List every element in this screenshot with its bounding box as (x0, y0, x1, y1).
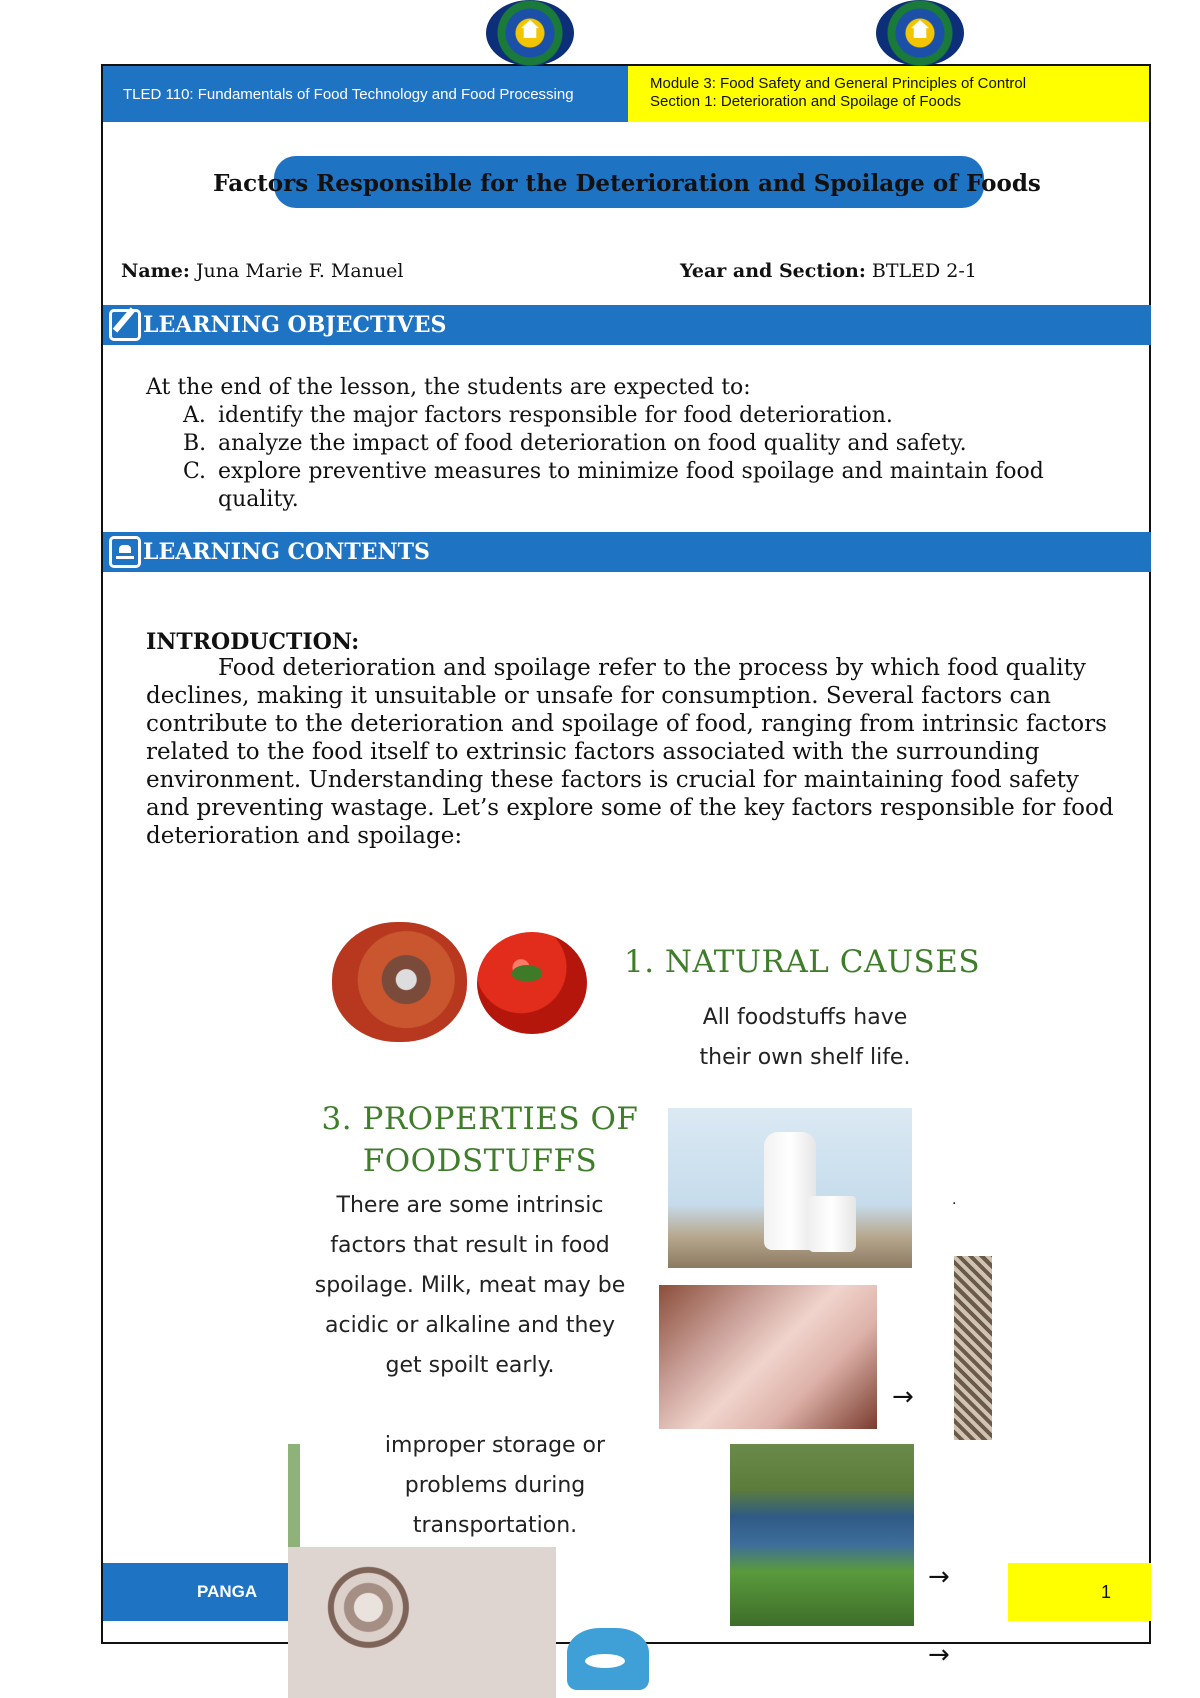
pencil-icon (109, 309, 141, 341)
objective-item: B. analyze the impact of food deterioration on food quality and safety. (183, 431, 967, 456)
footer-page-bar (1005, 1563, 1151, 1621)
rotten-tomato-image (332, 922, 467, 1042)
arrow-icon: → (928, 1640, 950, 1670)
college-seal-icon (876, 0, 964, 66)
course-header (103, 66, 628, 122)
objective-item: C. explore preventive measures to minimize food spoilage and maintain food quality. (183, 459, 1044, 512)
objectives-intro: At the end of the lesson, the students are expected to: (146, 375, 751, 400)
name-label: Name: (121, 260, 190, 282)
module-header (628, 66, 1149, 122)
objectives-heading: LEARNING OBJECTIVES (143, 312, 447, 338)
objectives-list (146, 402, 1106, 514)
green-strip (288, 1444, 300, 1554)
year-value: BTLED 2-1 (871, 260, 977, 282)
properties-heading: 3. PROPERTIES OF FOODSTUFFS (321, 1101, 639, 1179)
natural-causes-text: All foodstuffs have their own shelf life. (699, 1005, 911, 1070)
course-title: TLED 110: Fundamentals of Food Technology and Food Processing (123, 85, 574, 103)
university-seal-icon (486, 0, 574, 66)
objectives-bar (103, 305, 1151, 345)
contents-heading: LEARNING CONTENTS (143, 539, 430, 565)
intro-paragraph: Food deterioration and spoilage refer to the process by which food quality declines, making it unsuitable or unsafe for consumption. Several factors can contribute to the deterioration and spoilage of food, ranging from intrinsic factors related to the food itself to extrinsic factors associated with the surrounding environment. Understanding these factors is crucial for maintaining food safety and preventing wastage. Let’s explore some of the key factors responsible for food deterioration and spoilage: (146, 655, 1114, 849)
contents-bar (103, 532, 1151, 572)
milk-glass-image (808, 1196, 856, 1252)
page-number: 1 (1100, 1581, 1111, 1602)
tomato-stem-icon (512, 965, 542, 981)
grill-photo (954, 1256, 992, 1446)
student-name (121, 260, 404, 282)
page-title: Factors Responsible for the Deterioration and Spoilage of Foods (213, 170, 1041, 197)
year-label: Year and Section: (680, 260, 866, 282)
footer-institution-text: PANGA (197, 1582, 258, 1601)
footer-institution-bar (103, 1563, 298, 1621)
stray-dot: . (952, 1192, 957, 1208)
fish-icon (585, 1654, 625, 1668)
fresh-tomato-image (477, 932, 587, 1034)
objective-item: A. identify the major factors responsible for food deterioration. (183, 403, 893, 428)
year-section (680, 260, 977, 282)
intro-heading: INTRODUCTION: (146, 629, 360, 655)
canned-fish-image (567, 1628, 649, 1690)
properties-text: There are some intrinsic factors that result in food spoilage. Milk, meat may be acidic or alkaline and they get spoilt early. (314, 1193, 626, 1378)
document-icon (109, 536, 141, 568)
milk-photo (668, 1108, 912, 1268)
module-title: Module 3: Food Safety and General Principles of Control (650, 75, 1027, 92)
moldy-food-photo (288, 1547, 556, 1698)
objectives-block (146, 374, 1106, 514)
page-frame (101, 64, 1151, 1644)
arrow-icon: → (928, 1562, 950, 1592)
natural-causes-heading: 1. NATURAL CAUSES (624, 944, 981, 980)
arrow-icon: → (892, 1382, 914, 1412)
vegetable-truck-photo (730, 1444, 914, 1626)
name-value: Juna Marie F. Manuel (195, 260, 404, 282)
raw-chicken-photo (659, 1285, 877, 1429)
section-title: Section 1: Deterioration and Spoilage of Foods (650, 93, 962, 110)
storage-text: improper storage or problems during transportation. (384, 1433, 606, 1538)
